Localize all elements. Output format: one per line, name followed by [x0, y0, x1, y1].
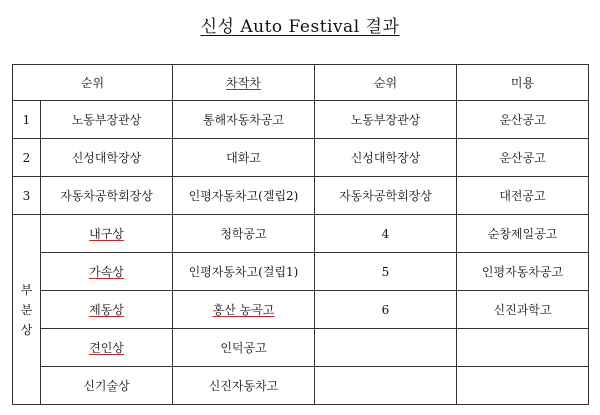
award-cell [41, 215, 173, 253]
car-cell: 통해자동차공고 [173, 101, 315, 139]
beauty-cell [457, 367, 589, 405]
rank-cell: 3 [13, 177, 41, 215]
rank2-cell: 자동차공학회장상 [315, 177, 457, 215]
award-cell: 자동차공학회장상 [41, 177, 173, 215]
section-label-char: 상 [20, 322, 33, 337]
rank-cell: 1 [13, 101, 41, 139]
beauty-cell [457, 329, 589, 367]
table-row [13, 177, 589, 215]
section-label-partial-awards [13, 215, 41, 405]
beauty-cell: 신진과학고 [457, 291, 589, 329]
document-title [0, 12, 600, 37]
beauty-cell: 인평자동차공고 [457, 253, 589, 291]
award-cell: 노동부장관상 [41, 101, 173, 139]
rank2-cell: 5 [315, 253, 457, 291]
table-row [13, 367, 589, 405]
beauty-cell: 순창제일공고 [457, 215, 589, 253]
award-text: 견인상 [89, 341, 124, 355]
award-cell [41, 253, 173, 291]
award-cell [41, 329, 173, 367]
award-text: 가속상 [89, 265, 124, 279]
header-rank: 순위 [13, 65, 173, 101]
car-cell: 신진자동차고 [173, 367, 315, 405]
header-beauty: 미용 [457, 65, 589, 101]
rank2-cell: 4 [315, 215, 457, 253]
table-row [13, 291, 589, 329]
table-row [13, 139, 589, 177]
car-cell: 대화고 [173, 139, 315, 177]
beauty-cell: 운산공고 [457, 139, 589, 177]
section-label-char: 부 [20, 282, 33, 297]
car-cell: 청학공고 [173, 215, 315, 253]
award-text: 제동상 [89, 303, 124, 317]
table-row [13, 215, 589, 253]
document-title-text: 신성 Auto Festival 결과 [200, 17, 400, 37]
award-cell [41, 291, 173, 329]
car-cell [173, 291, 315, 329]
table-row [13, 101, 589, 139]
table-row [13, 253, 589, 291]
car-cell: 인평자동차고(겔립2) [173, 177, 315, 215]
car-text: 홍산 농곡고 [212, 303, 275, 317]
header-car [173, 65, 315, 101]
rank2-cell: 노동부장관상 [315, 101, 457, 139]
award-cell: 신기술상 [41, 367, 173, 405]
rank2-cell: 6 [315, 291, 457, 329]
car-cell: 인덕공고 [173, 329, 315, 367]
rank2-cell [315, 329, 457, 367]
header-row [13, 65, 589, 101]
beauty-cell: 대전공고 [457, 177, 589, 215]
results-table [12, 64, 589, 405]
beauty-cell: 운산공고 [457, 101, 589, 139]
rank-cell: 2 [13, 139, 41, 177]
table-row [13, 329, 589, 367]
header-car-text: 차작차 [226, 76, 261, 90]
award-text: 내구상 [89, 227, 124, 241]
rank2-cell: 신성대학장상 [315, 139, 457, 177]
car-cell: 인평자동차고(걸립1) [173, 253, 315, 291]
rank2-cell [315, 367, 457, 405]
award-cell: 신성대학장상 [41, 139, 173, 177]
header-rank-2: 순위 [315, 65, 457, 101]
section-label-char: 분 [20, 302, 33, 317]
